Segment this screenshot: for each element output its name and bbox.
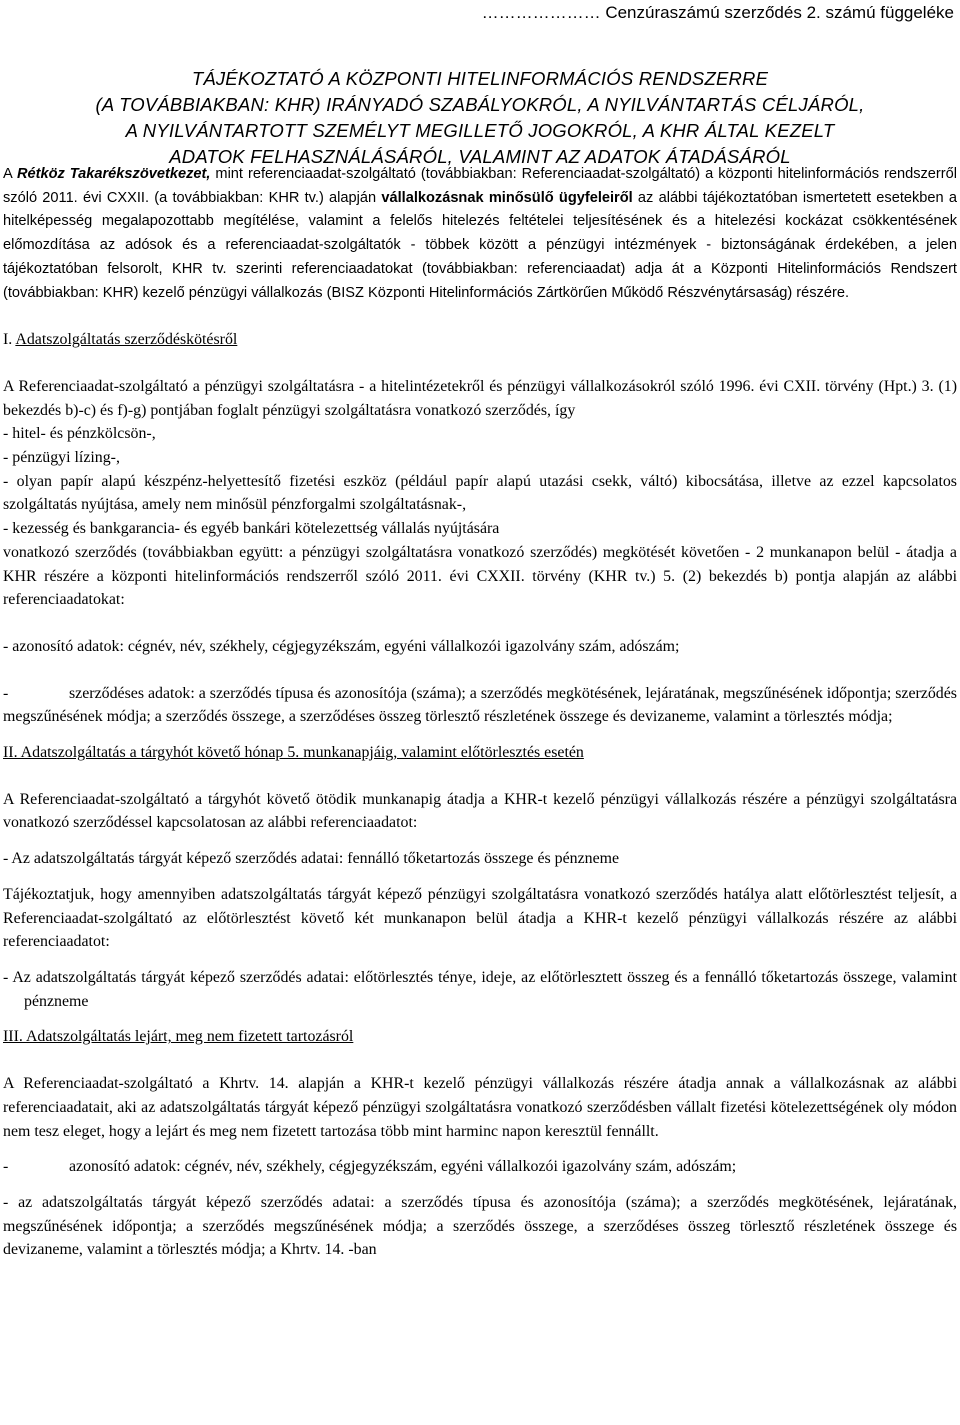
title-line: (A TOVÁBBIAKBAN: KHR) IRÁNYADÓ SZABÁLYOKRÓL, A NYILVÁNTARTÁS CÉLJÁRÓL, — [95, 94, 865, 115]
list-item: - hitel- és pénzkölcsön-, — [3, 425, 156, 443]
list-item: - olyan papír alapú készpénz-helyettesítő fizetési eszköz (például papír alapú utazási csekk, váltó) kibocsátása, illetve az ezzel kapcsolatos szolgáltatás nyújtása, amely nem minősül pénzforgalmi szolgáltatásnak-, — [3, 472, 957, 514]
annex-header: ………………… Cenzúraszámú szerződés 2. számú függeléke — [481, 3, 954, 22]
section-1-paragraph: A Referenciaadat-szolgáltató a pénzügyi szolgáltatásra - a hitelintézetekről és pénzügyi vállalkozásokról szóló 1996. évi CXII. törvény (Hpt.) 3. (1) bekezdés b)-c) és f)-g) pontjában foglalt pénzügyi szolgáltatásra vonatkozó szerződés, így — [3, 377, 957, 419]
title-line: ADATOK FELHASZNÁLÁSÁRÓL, VALAMINT AZ ADATOK ÁTADÁSÁRÓL — [169, 146, 791, 167]
section-1-paragraph: vonatkozó szerződés (továbbiakban együtt: a pénzügyi szolgáltatásra vonatkozó szerződés) megkötését követően - 2 munkanapon belül - átadja a KHR részére a központi hitelinformációs rendszerről szóló 2011. évi CXXII. törvény (KHR tv.) 5. (2) bekezdés b) pontja alapján az alábbi referenciaadatokat: — [3, 543, 957, 609]
title-line: TÁJÉKOZTATÓ A KÖZPONTI HITELINFORMÁCIÓS RENDSZERRE — [191, 68, 769, 89]
company-name: Rétköz Takarékszövetkezet, — [16, 166, 211, 182]
list-item: - kezesség és bankgarancia- és egyéb bankári kötelezettség vállalás nyújtására — [3, 520, 500, 538]
section-2-paragraph: Tájékoztatjuk, hogy amennyiben adatszolgáltatás tárgyát képező pénzügyi szolgáltatásra vonatkozó szerződés hatálya alatt előtörlesztést teljesít, a Referenciaadat-szolgáltató az előtörlesztést követő két munkanapon belül átadja a KHR-t kezelő pénzügyi vállalkozás részére az alábbi referenciaadatot: — [3, 885, 957, 951]
data-item: - az adatszolgáltatás tárgyát képező szerződés adatai: a szerződés típusa és azonosítója (száma); a szerződés megkötésének, lejáratának, megszűnésének időpontja; a szerződés megszűnésének módja; a szerződés összege, a szerződéses összeg törlesztő részletének összege és devizaneme, valamint a törlesztés módja; a Khrtv. 14. -ban — [3, 1193, 957, 1259]
section-3-heading: III. Adatszolgáltatás lejárt, meg nem fizetett tartozásról — [3, 1028, 354, 1046]
section-2-paragraph: A Referenciaadat-szolgáltató a tárgyhót követő ötödik munkanapig átadja a KHR-t kezelő pénzügyi vállalkozás részére a pénzügyi szolgáltatásra vonatkozó szerződéssel kapcsolatosan az alábbi referenciaadatot: — [3, 790, 957, 832]
section-2-heading: II. Adatszolgáltatás a tárgyhót követő hónap 5. munkanapjáig, valamint előtörlesztés esetén — [3, 744, 584, 762]
list-item: - pénzügyi lízing-, — [3, 449, 120, 467]
data-item: - Az adatszolgáltatás tárgyát képező szerződés adatai: előtörlesztés ténye, ideje, az előtörlesztett összeg és a fennálló tőketartozás összege, valamint pénzneme — [3, 968, 957, 1010]
section-1-heading: I. Adatszolgáltatás szerződéskötésről — [3, 331, 238, 349]
subject-emphasis: vállalkozásnak minősülő ügyfeleiről — [381, 189, 633, 206]
data-item: - azonosító adatok: cégnév, név, székhely, cégjegyzékszám, egyéni vállalkozói igazolvány szám, adószám; — [3, 1158, 737, 1176]
data-item: - azonosító adatok: cégnév, név, székhely, cégjegyzékszám, egyéni vállalkozói igazolvány szám, adószám; — [3, 637, 680, 655]
intro-paragraph: A Rétköz Takarékszövetkezet, mint referenciaadat-szolgáltató (továbbiakban: Referenciaadat-szolgáltató) a központi hitelinformációs rendszerről szóló 2011. évi CXXII. (a továbbiakban: KHR tv.) alapján vállalkozásnak minősülő ügyfeleiről az alábbi tájékoztatóban ismertetett esetekben a hitelképesség megalapozottabb megítélése, valamint a felelős hitelezés feltételei teljesítésének és a hitelezési kockázat csökkentésének előmozdítása az adósok és a referenciaadat-szolgáltatók - többek között a pénzügyi intézmények - biztonságának érdekében, a jelen tájékoztatóban felsorolt, KHR tv. szerinti referenciaadatokat (továbbiakban: referenciaadat) adja át a Központi Hitelinformációs Rendszert (továbbiakban: KHR) kezelő pénzügyi vállalkozás (BISZ Központi Hitelinformációs Zártkörűen Működő Részvénytársaság) részére. — [3, 166, 958, 301]
document-title — [0, 66, 960, 170]
title-line: A NYILVÁNTARTOTT SZEMÉLYT MEGILLETŐ JOGOKRÓL, A KHR ÁLTAL KEZELT — [125, 120, 835, 141]
document-body — [3, 163, 957, 1262]
data-item: - szerződéses adatok: a szerződés típusa és azonosítója (száma); a szerződés megkötésének, lejáratának, megszűnésének időpontja; szerződés megszűnésének módja; a szerződés összege, a szerződéses összeg törlesztő részletének összege és devizaneme, valamint a törlesztés módja; — [3, 684, 957, 726]
section-3-paragraph: A Referenciaadat-szolgáltató a Khrtv. 14. alapján a KHR-t kezelő pénzügyi vállalkozás részére átadja annak a vállalkozásnak az alábbi referenciaadatait, aki az adatszolgáltatás tárgyát képező pénzügyi szolgáltatásra vonatkozó szerződésben vállalt fizetési kötelezettségének oly módon nem tesz eleget, hogy a lejárt és meg nem fizetett tartozása több mint harminc napon keresztül fennállt. — [3, 1075, 957, 1140]
data-item: - Az adatszolgáltatás tárgyát képező szerződés adatai: fennálló tőketartozás összege és pénzneme — [3, 850, 620, 868]
